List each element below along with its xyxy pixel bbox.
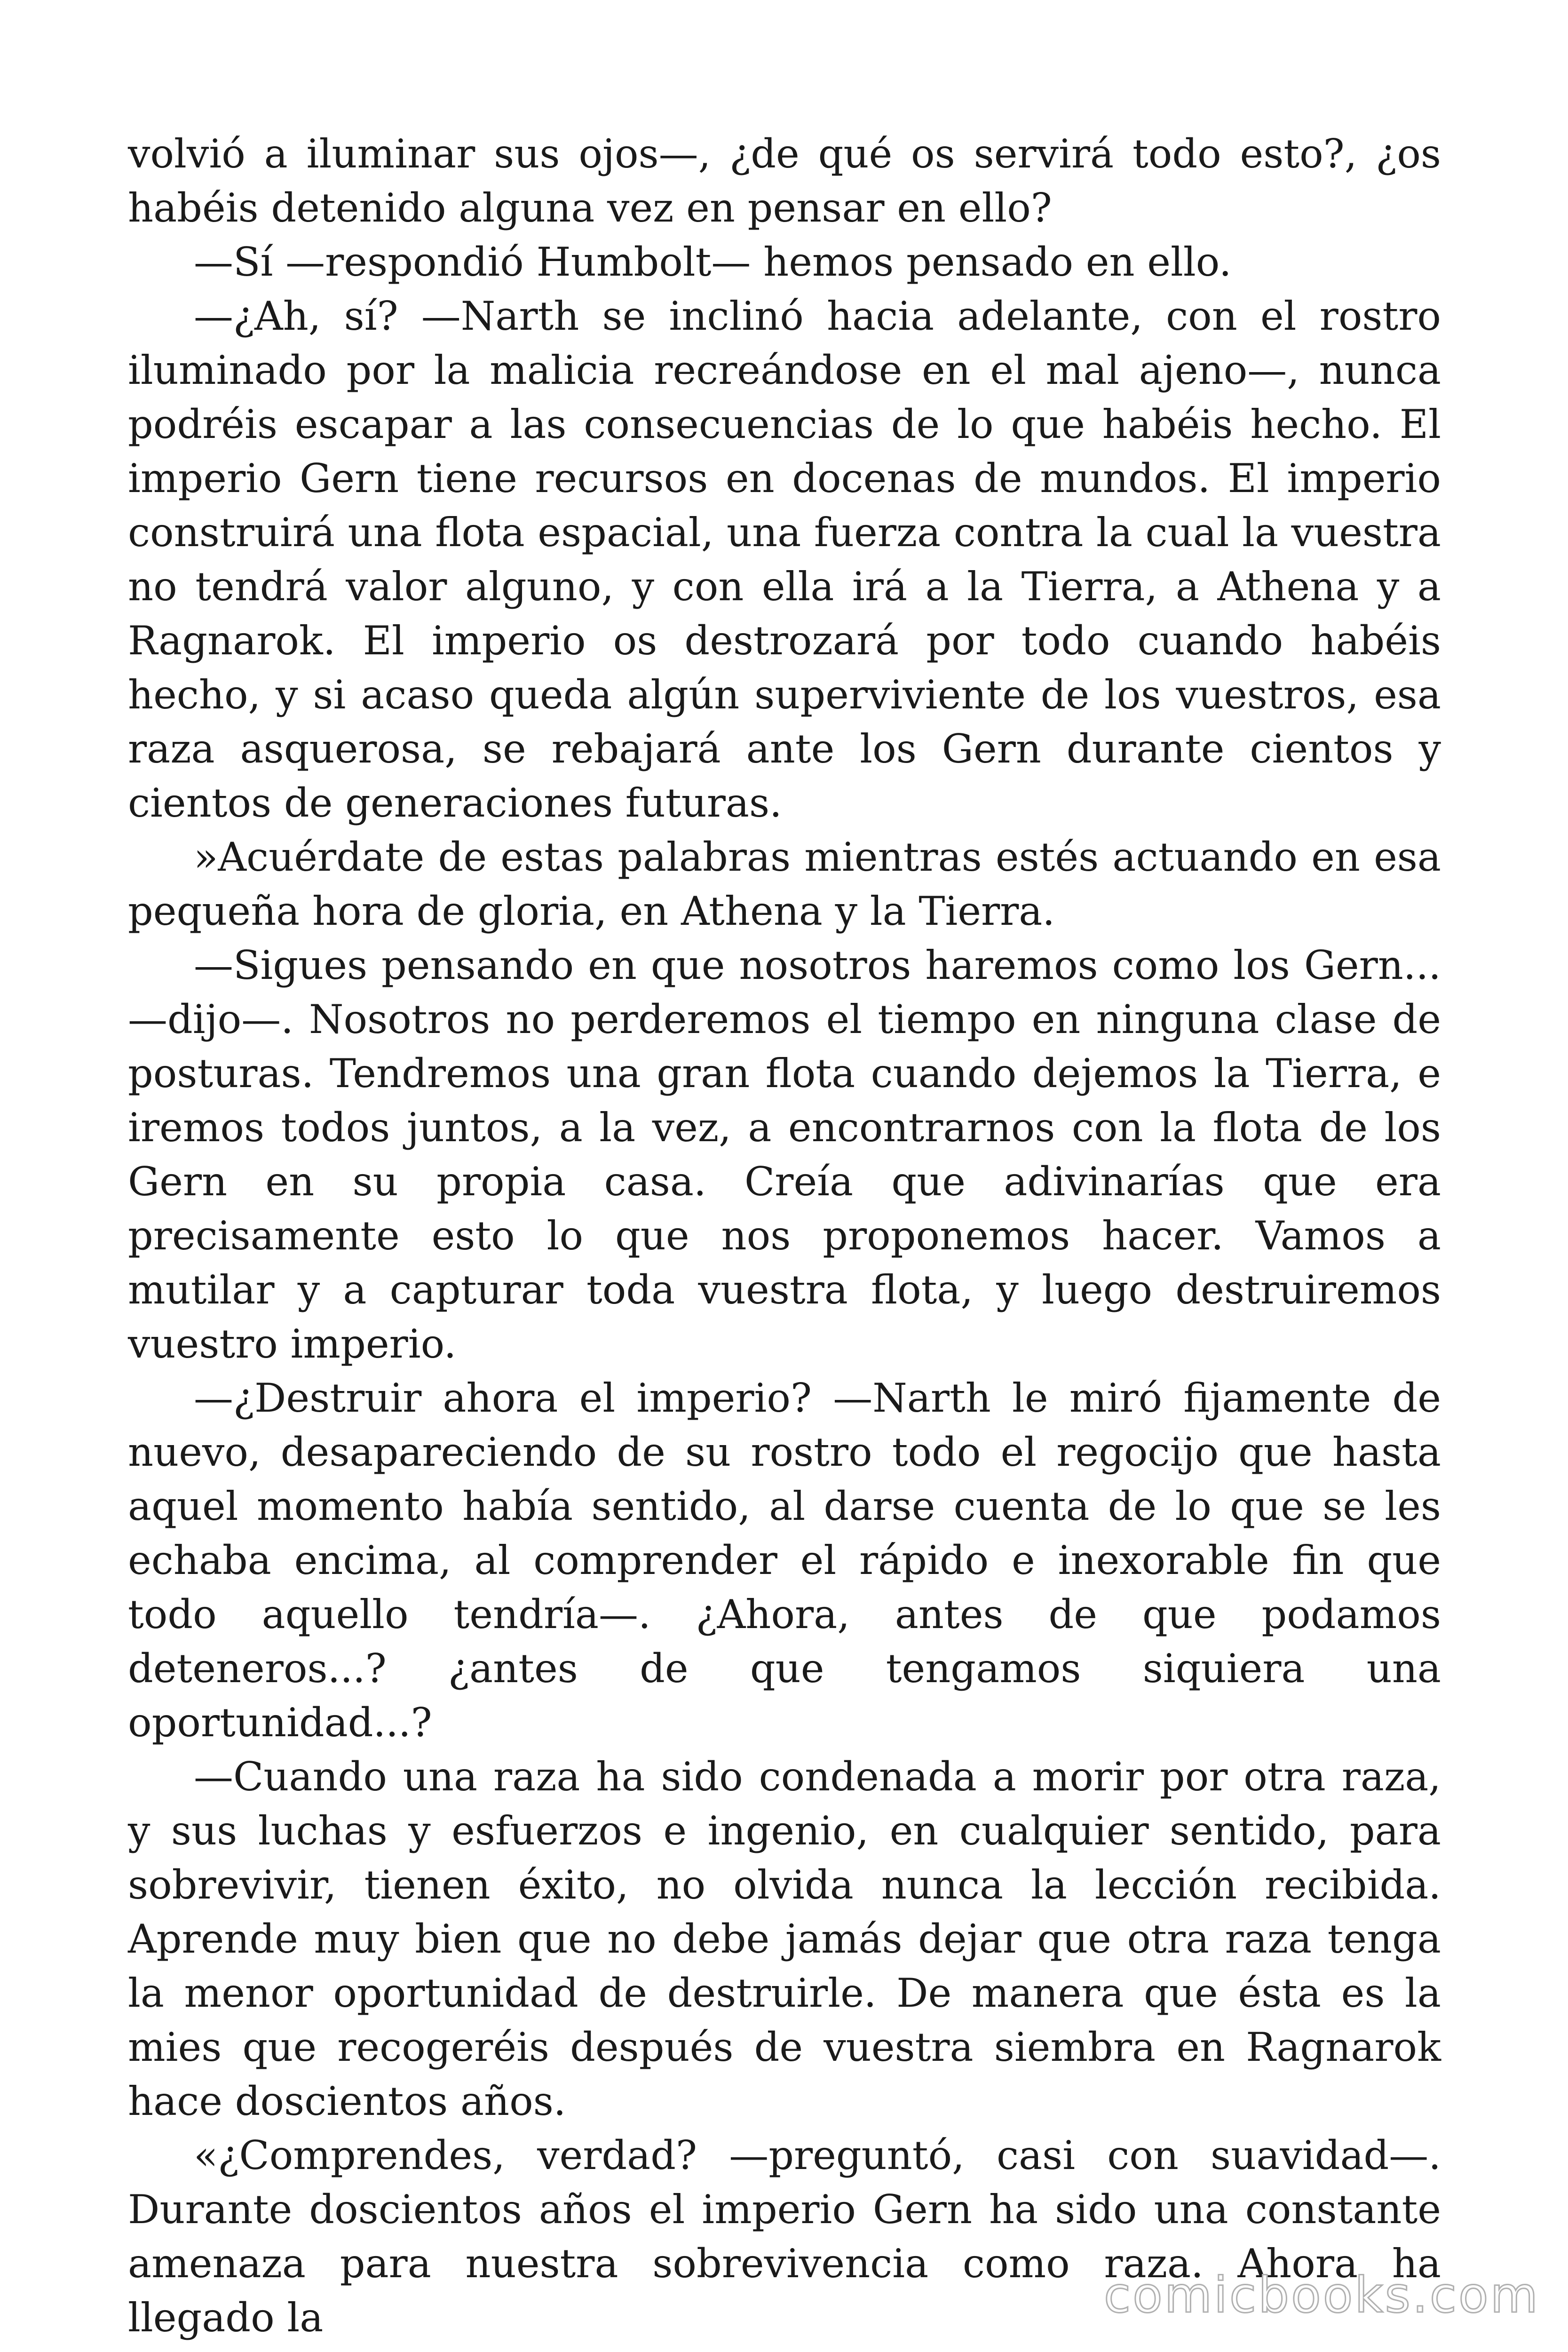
paragraph-humbolt-reply: —Sí —respondió Humbolt— hemos pensado en ello. [194, 239, 1232, 285]
page-text-body [128, 127, 1441, 2345]
paragraph-raza-condenada: —Cuando una raza ha sido condenada a morir por otra raza, y sus luchas y esfuerzos e ingenio, en cualquier sentido, para sobrevivir, tienen éxito, no olvida nunca la lección recibida. Aprende muy bien que no debe jamás dejar que otra raza tenga la menor oportunidad de destruirle. De manera que ésta es la mies que recogeréis después de vuestra siembra en Ragnarok hace doscientos años. [128, 1754, 1441, 2124]
paragraph-comprendes: «¿Comprendes, verdad? —preguntó, casi con suavidad—. Durante doscientos años el imperio Gern ha sido una constante amenaza para nuestra sobrevivencia como raza. Ahora ha llegado la [128, 2132, 1441, 2341]
paragraph-destruir-imperio: —¿Destruir ahora el imperio? —Narth le miró fijamente de nuevo, desapareciendo de su rostro todo el regocijo que hasta aquel momento había sentido, al darse cuenta de lo que se les echaba encima, al comprender el rápido e inexorable fin que todo aquello tendría—. ¿Ahora, antes de que podamos deteneros...? ¿antes de que tengamos siquiera una oportunidad...? [128, 1375, 1441, 1746]
watermark-logo: comicbooks.com [1103, 2266, 1540, 2324]
paragraph-sigues-pensando: —Sigues pensando en que nosotros haremos como los Gern... —dijo—. Nosotros no perderemos el tiempo en ninguna clase de posturas. Tendremos una gran flota cuando dejemos la Tierra, e iremos todos juntos, a la vez, a encontrarnos con la flota de los Gern en su propia casa. Creía que adivinarías que era precisamente esto lo que nos proponemos hacer. Vamos a mutilar y a capturar toda vuestra flota, y luego destruiremos vuestro imperio. [128, 942, 1441, 1367]
paragraph-continuation: volvió a iluminar sus ojos—, ¿de qué os servirá todo esto?, ¿os habéis detenido alguna vez en pensar en ello? [128, 131, 1441, 231]
paragraph-acuerdate: »Acuérdate de estas palabras mientras estés actuando en esa pequeña hora de gloria, en Athena y la Tierra. [128, 834, 1441, 934]
paragraph-narth-threat: —¿Ah, sí? —Narth se inclinó hacia adelante, con el rostro iluminado por la malicia recreándose en el mal ajeno—, nunca podréis escapar a las consecuencias de lo que habéis hecho. El imperio Gern tiene recursos en docenas de mundos. El imperio construirá una flota espacial, una fuerza contra la cual la vuestra no tendrá valor alguno, y con ella irá a la Tierra, a Athena y a Ragnarok. El imperio os destrozará por todo cuando habéis hecho, y si acaso queda algún superviviente de los vuestros, esa raza asquerosa, se rebajará ante los Gern durante cientos y cientos de generaciones futuras. [128, 293, 1441, 826]
